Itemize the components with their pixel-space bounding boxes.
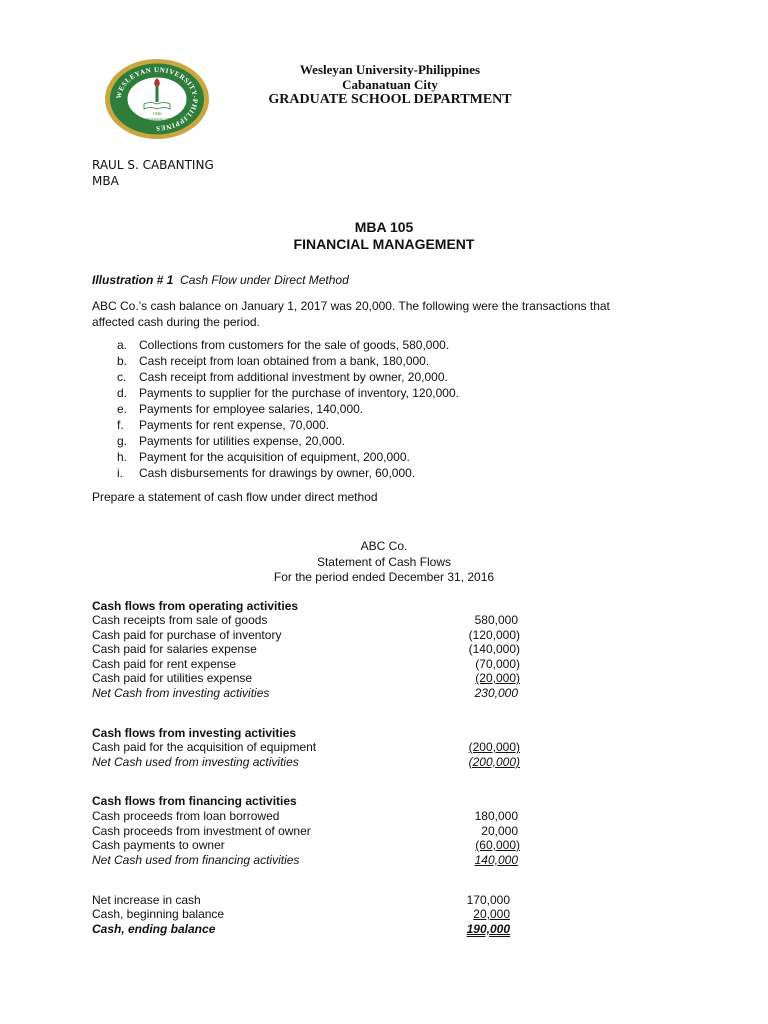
list-item: g. Payments for utilities expense, 20,000. [117, 434, 346, 448]
statement-title: Statement of Cash Flows [316, 555, 452, 569]
statement-period: For the period ended December 31, 2016 [273, 570, 495, 584]
operating-row-amount: (120,000) [468, 628, 520, 642]
operating-heading: Cash flows from operating activities [92, 599, 299, 613]
financing-row-amount: (60,000) [475, 838, 520, 852]
financing-row-label: Cash payments to owner [92, 838, 225, 852]
list-item: f. Payments for rent expense, 70,000. [117, 418, 330, 432]
seal-ring-text: WESLEYAN UNIVERSITY-PHILIPPINES [114, 65, 200, 133]
ending-balance-amount: 190,000 [466, 922, 510, 936]
list-item: c. Cash receipt from additional investment by owner, 20,000. [117, 370, 448, 384]
operating-row-label: Cash paid for rent expense [92, 657, 237, 671]
list-item: i. Cash disbursements for drawings by owner, 60,000. [117, 466, 416, 480]
operating-row-amount: (20,000) [475, 671, 520, 685]
illustration-label: Illustration # 1 [92, 273, 174, 287]
operating-net-amount: 230,000 [474, 686, 518, 700]
financing-heading: Cash flows from financing activities [92, 794, 297, 808]
operating-net-label: Net Cash from investing activities [92, 686, 270, 700]
illustration-title: Cash Flow under Direct Method [180, 273, 349, 287]
financing-row-amount: 180,000 [474, 809, 518, 823]
seal-motto: CABANATUAN CITY [142, 117, 172, 121]
financing-net-amount: 140,000 [474, 853, 518, 867]
net-increase-label: Net increase in cash [92, 893, 201, 907]
ending-balance-label: Cash, ending balance [92, 922, 216, 936]
statement-company: ABC Co. [360, 539, 408, 553]
net-increase-amount: 170,000 [466, 893, 510, 907]
list-item: d. Payments to supplier for the purchase of inventory, 120,000. [117, 386, 459, 400]
investing-net-amount: (200,000) [468, 755, 520, 769]
list-item: a. Collections from customers for the sale of goods, 580,000. [117, 338, 450, 352]
author-degree: MBA [92, 174, 119, 188]
financing-row-label: Cash proceeds from investment of owner [92, 824, 311, 838]
list-item: b. Cash receipt from loan obtained from a bank, 180,000. [117, 354, 430, 368]
investing-row-label: Cash paid for the acquisition of equipment [92, 740, 317, 754]
financing-net-label: Net Cash used from financing activities [92, 853, 300, 867]
university-city: Cabanatuan City [342, 77, 438, 92]
illustration-heading [92, 272, 349, 288]
operating-row-label: Cash paid for salaries expense [92, 642, 257, 656]
department-name: GRADUATE SCHOOL DEPARTMENT [268, 92, 512, 107]
seal-year: 1946 [152, 111, 162, 116]
university-name: Wesleyan University-Philippines [299, 62, 481, 77]
investing-heading: Cash flows from investing activities [92, 726, 297, 740]
university-seal-logo [104, 58, 210, 140]
operating-row-amount: (140,000) [468, 642, 520, 656]
operating-row-label: Cash receipts from sale of goods [92, 613, 268, 627]
course-title: FINANCIAL MANAGEMENT [293, 236, 475, 252]
operating-row-amount: 580,000 [474, 613, 518, 627]
author-name: RAUL S. CABANTING [92, 158, 214, 172]
operating-row-label: Cash paid for purchase of inventory [92, 628, 282, 642]
course-code: MBA 105 [354, 219, 414, 235]
financing-row-label: Cash proceeds from loan borrowed [92, 809, 280, 823]
beginning-balance-amount: 20,000 [473, 907, 510, 921]
instruction-text: Prepare a statement of cash flow under direct method [92, 490, 378, 504]
beginning-balance-label: Cash, beginning balance [92, 907, 225, 921]
operating-row-amount: (70,000) [475, 657, 520, 671]
intro-line-2: affected cash during the period. [92, 315, 260, 329]
list-item: e. Payments for employee salaries, 140,000. [117, 402, 364, 416]
investing-row-amount: (200,000) [468, 740, 520, 754]
intro-line-1: ABC Co.’s cash balance on January 1, 2017 was 20,000. The following were the transactions that [92, 299, 610, 313]
financing-row-amount: 20,000 [481, 824, 518, 838]
operating-row-label: Cash paid for utilities expense [92, 671, 253, 685]
investing-net-label: Net Cash used from investing activities [92, 755, 299, 769]
list-item: h. Payment for the acquisition of equipment, 200,000. [117, 450, 410, 464]
